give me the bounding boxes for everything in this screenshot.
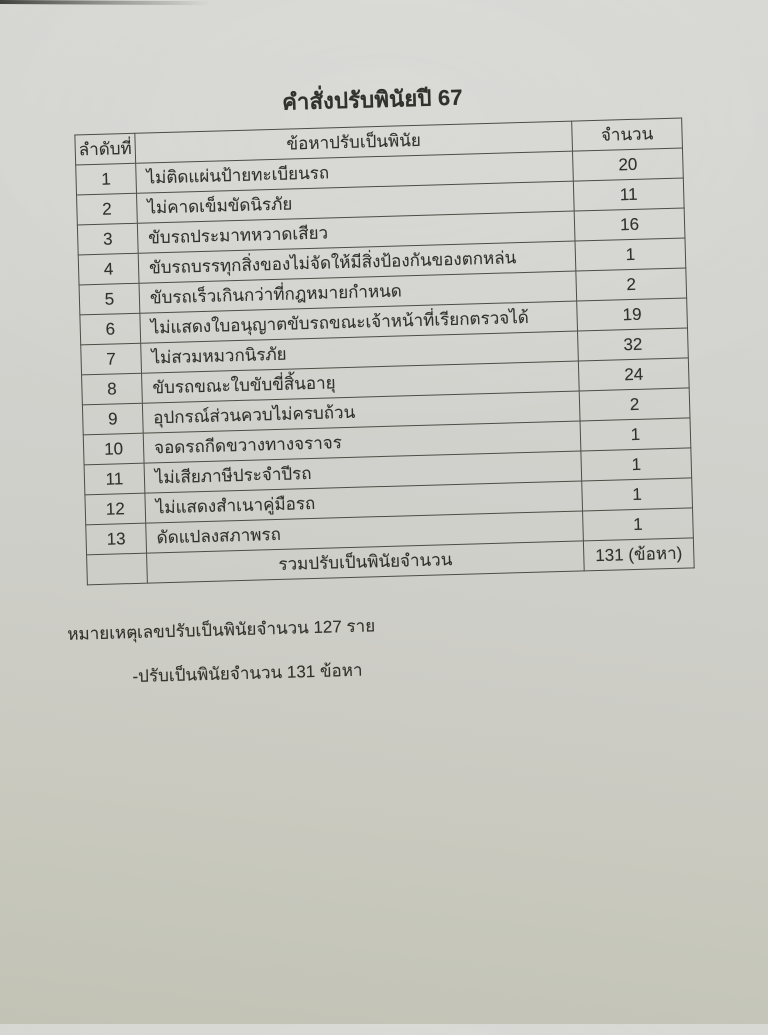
row-count: 2 — [576, 268, 687, 301]
row-index: 13 — [86, 523, 147, 555]
row-charge: ไม่แสดงใบอนุญาตขับรถขณะเจ้าหน้าที่เรียกตรวจได้ — [140, 301, 578, 343]
document-title: คำสั่งปรับพินัยปี 67 — [281, 84, 464, 115]
row-charge: ขับรถเร็วเกินกว่าที่กฎหมายกำหนด — [139, 271, 577, 313]
row-count: 20 — [572, 148, 683, 181]
row-charge: ไม่สวมหมวกนิรภัย — [141, 331, 579, 373]
row-charge: อุปกรณ์ส่วนควบไม่ครบถ้วน — [142, 391, 580, 433]
row-index: 10 — [83, 433, 144, 465]
row-count: 24 — [578, 358, 689, 391]
total-label: รวมปรับเป็นพินัยจำนวน — [147, 541, 585, 583]
row-charge: ดัดแปลงสภาพรถ — [146, 511, 584, 553]
row-count: 32 — [578, 328, 689, 361]
row-count: 2 — [579, 388, 690, 421]
row-index: 3 — [77, 223, 138, 255]
row-index: 9 — [82, 403, 143, 435]
row-count: 1 — [583, 508, 694, 541]
photo-edge-shadow — [0, 0, 210, 5]
notes-line-2: -ปรับเป็นพินัยจำนวน 131 ข้อหา — [132, 660, 363, 687]
header-index: ลำดับที่ — [75, 133, 136, 165]
charges-table-body — [76, 148, 694, 555]
notes-line-1: -เลขปรับเป็นพินัยจำนวน 127 ราย — [131, 616, 376, 643]
row-charge: ขับรถบรรทุกสิ่งของไม่จัดให้มีสิ่งป้องกันของตกหล่น — [138, 241, 576, 283]
row-charge: ไม่เสียภาษีประจำปีรถ — [144, 451, 582, 493]
total-row-empty-cell — [87, 553, 148, 585]
row-index: 6 — [80, 313, 141, 345]
row-count: 1 — [582, 478, 693, 511]
row-index: 12 — [85, 493, 146, 525]
row-index: 4 — [78, 253, 139, 285]
notes-section — [67, 612, 377, 692]
row-count: 16 — [574, 208, 685, 241]
notes-label: หมายเหตุ — [67, 622, 138, 644]
header-count: จำนวน — [572, 118, 683, 151]
row-index: 1 — [76, 163, 137, 195]
header-charge: ข้อหาปรับเป็นพินัย — [135, 121, 573, 163]
charges-table — [74, 118, 694, 586]
total-value: 131 (ข้อหา) — [583, 538, 694, 571]
row-index: 11 — [84, 463, 145, 495]
row-index: 5 — [79, 283, 140, 315]
row-count: 19 — [577, 298, 688, 331]
row-index: 8 — [82, 373, 143, 405]
row-charge: ขับรถประมาทหวาดเสียว — [137, 211, 575, 253]
row-charge: จอดรถกีดขวางทางจราจร — [143, 421, 581, 463]
row-index: 7 — [81, 343, 142, 375]
row-count: 1 — [580, 418, 691, 451]
row-count: 1 — [575, 238, 686, 271]
row-charge: ขับรถขณะใบขับขี่สิ้นอายุ — [142, 361, 580, 403]
row-charge: ไม่ติดแผ่นป้ายทะเบียนรถ — [136, 151, 574, 193]
row-count: 1 — [581, 448, 692, 481]
row-index: 2 — [77, 193, 138, 225]
row-charge: ไม่แสดงสำเนาคู่มือรถ — [145, 481, 583, 523]
row-count: 11 — [573, 178, 684, 211]
row-charge: ไม่คาดเข็มขัดนิรภัย — [137, 181, 575, 223]
